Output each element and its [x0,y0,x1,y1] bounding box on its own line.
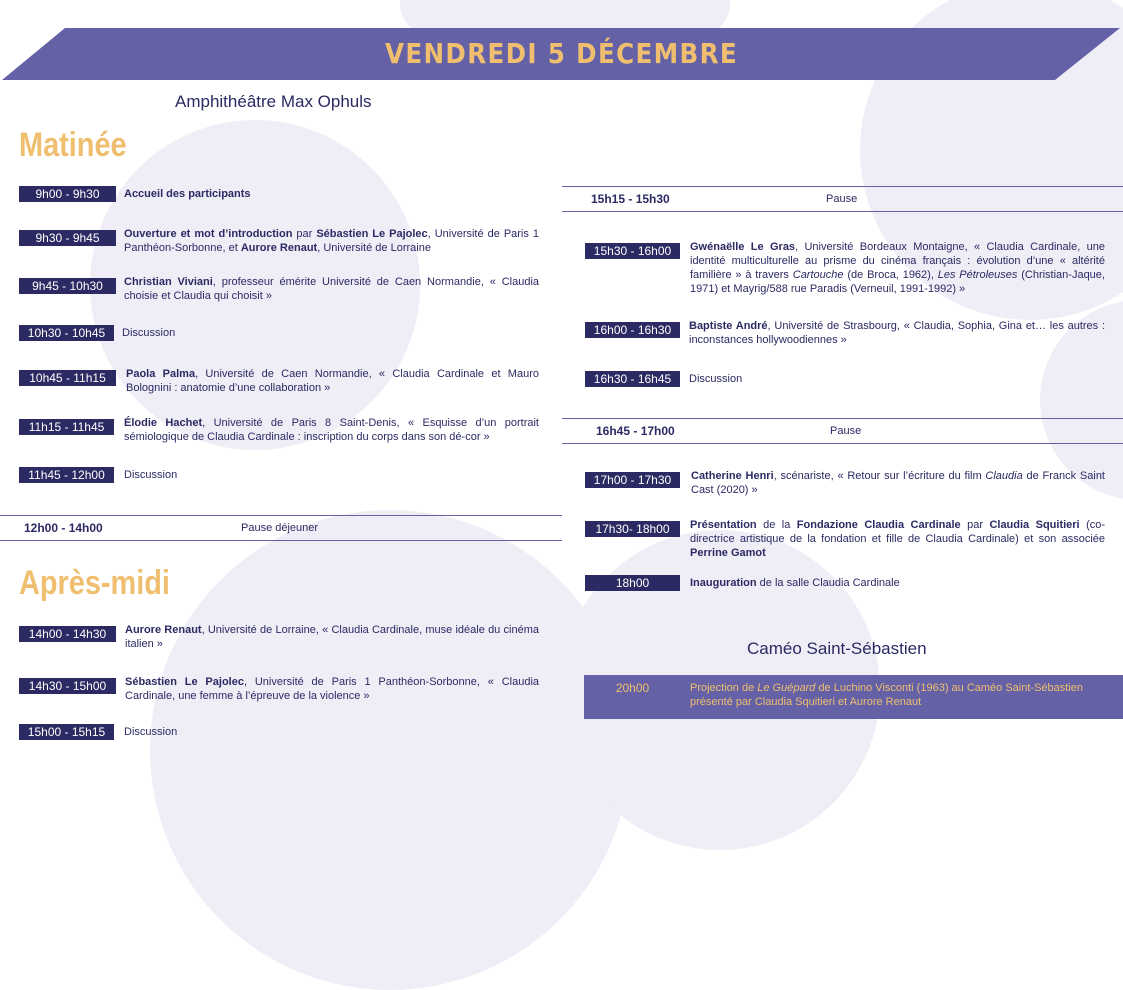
pause-time: 12h00 - 14h00 [24,521,103,535]
evening-desc: Projection de Le Guépard de Luchino Visconti (1963) au Caméo Saint-Sébastien présenté par Claudia Squitieri et Aurore Renaut [690,682,1084,708]
pause-row [0,515,562,541]
evening-time: 20h00 [615,681,650,695]
venue-evening: Caméo Saint-Sébastien [747,639,927,658]
time-badge: 15h30 - 16h00 [585,243,680,259]
event-desc: Élodie Hachet, Université de Paris 8 Saint-Denis, « Esquisse d’un portrait sémiologique de Claudia Cardinale : inscription du corps dans son dé-cor » [124,417,539,443]
event-desc: Discussion [124,469,178,481]
pause-time: 15h15 - 15h30 [591,192,670,206]
time-badge: 17h00 - 17h30 [585,472,680,488]
event-desc: Christian Viviani, professeur émérite Université de Caen Normandie, « Claudia choisie et Claudia qui choisit » [124,276,539,302]
event-desc: Gwénaëlle Le Gras, Université Bordeaux Montaigne, « Claudia Cardinale, une identité multiculturelle au prisme du cinéma français : évolution d’une « altérité familière » à travers Cartouche (de Broca, 1962), Les Pétroleuses (Christian-Jaque, 1971) et Mayrig/588 rue Paradis (Verneuil, 1991-1992) » [690,241,1106,295]
pause-label: Pause [826,193,858,205]
event-desc: Discussion [122,327,176,339]
event-desc: Sébastien Le Pajolec, Université de Paris 1 Panthéon-Sorbonne, « Claudia Cardinale, une femme à l’épreuve de la violence » [125,676,540,702]
time-badge: 18h00 [585,575,680,591]
event-desc: Baptiste André, Université de Strasbourg, « Claudia, Sophia, Gina et… les autres : inconstances hollywoodiennes » [689,320,1105,346]
time-badge: 16h30 - 16h45 [585,371,680,387]
event-desc: Catherine Henri, scénariste, « Retour sur l’écriture du film Claudia de Franck Saint Cast (2020) » [691,470,1105,496]
time-badge: 9h00 - 9h30 [19,186,116,202]
pause-row [562,186,1123,212]
time-badge: 16h00 - 16h30 [585,322,680,338]
pause-label: Pause déjeuner [241,522,319,534]
section-afternoon: Après-midi [19,564,170,602]
event-desc: Paola Palma, Université de Caen Normandie, « Claudia Cardinale et Mauro Bolognini : anatomie d’une collaboration » [126,368,539,394]
event-desc: Aurore Renaut, Université de Lorraine, « Claudia Cardinale, muse idéale du cinéma italien » [125,624,539,650]
pause-time: 16h45 - 17h00 [596,424,675,438]
time-badge: 14h30 - 15h00 [19,678,116,694]
time-badge: 9h30 - 9h45 [19,230,116,246]
event-desc: Ouverture et mot d’introduction par Sébastien Le Pajolec, Université de Paris 1 Panthéon-Sorbonne, et Aurore Renaut, Université de Lorraine [124,228,539,254]
background-circle [150,510,630,990]
time-badge: 11h15 - 11h45 [19,419,114,435]
evening-event [584,675,1123,719]
event-desc: Discussion [124,726,178,738]
time-badge: 9h45 - 10h30 [19,278,116,294]
event-desc: Accueil des participants [124,188,251,200]
event-desc: Discussion [689,373,743,385]
page-title: VENDREDI 5 DÉCEMBRE [384,37,739,70]
time-badge: 11h45 - 12h00 [19,467,114,483]
section-morning: Matinée [19,126,127,164]
event-desc: Inauguration de la salle Claudia Cardinale [690,577,900,589]
pause-label: Pause [830,425,862,437]
pause-row [562,418,1123,444]
event-desc: Présentation de la Fondazione Claudia Cardinale par Claudia Squitieri (co-directrice artistique de la fondation et fille de Claudia Cardinale) et son associée Perrine Gamot [690,519,1106,559]
time-badge: 14h00 - 14h30 [19,626,116,642]
time-badge: 10h30 - 10h45 [19,325,114,341]
time-badge: 17h30- 18h00 [585,521,680,537]
time-badge: 15h00 - 15h15 [19,724,114,740]
time-badge: 10h45 - 11h15 [19,370,116,386]
venue-main: Amphithéâtre Max Ophuls [175,92,372,111]
